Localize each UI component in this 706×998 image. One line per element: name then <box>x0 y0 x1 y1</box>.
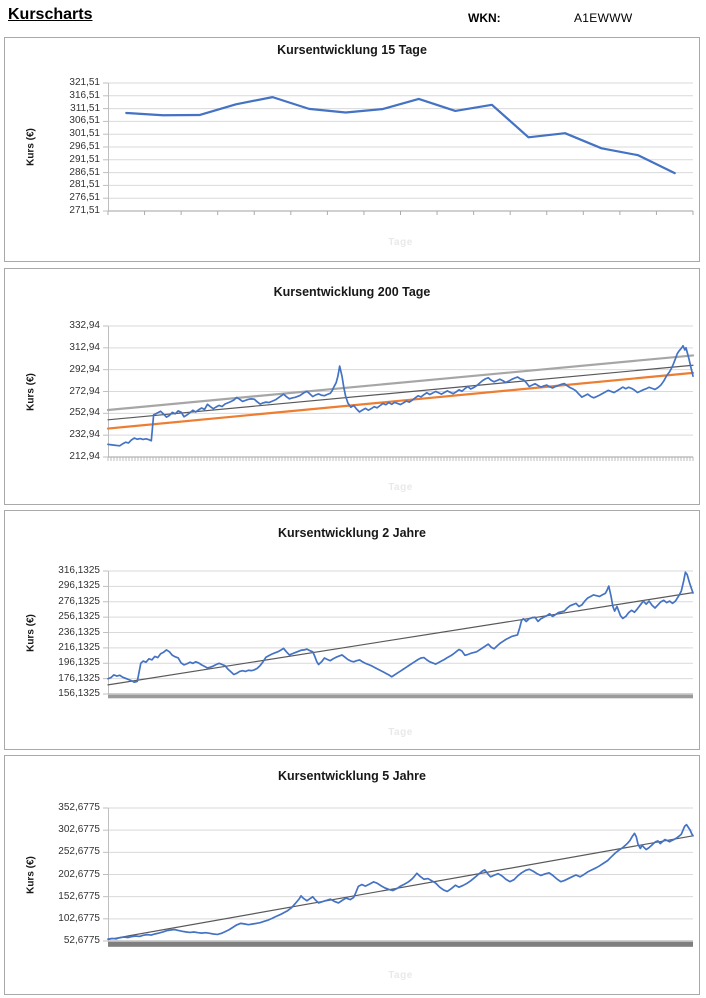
wkn-value: A1EWWW <box>574 11 633 25</box>
x-axis-title: Tage <box>388 970 413 981</box>
y-axis-title: Kurs (€) <box>25 855 37 894</box>
y-tick-label: 301,51 <box>69 128 100 140</box>
chart-title: Kursentwicklung 2 Jahre <box>278 526 426 540</box>
y-tick-label: 271,51 <box>69 205 100 216</box>
y-tick-label: 52,6775 <box>63 935 100 946</box>
y-tick-label: 296,51 <box>69 141 100 152</box>
y-tick-label: 252,94 <box>69 407 100 419</box>
kurs-line <box>108 346 693 446</box>
wkn-label: WKN: <box>468 11 501 25</box>
x-axis-title: Tage <box>388 727 413 738</box>
y-tick-label: 291,51 <box>69 153 100 165</box>
y-tick-label: 316,1325 <box>58 565 100 576</box>
x-axis-band <box>108 942 693 947</box>
y-tick-label: 276,51 <box>69 192 100 204</box>
y-tick-label: 202,6775 <box>58 868 100 880</box>
plot-area <box>108 326 693 457</box>
chart-box-2-jahre <box>4 510 700 750</box>
y-tick-label: 196,1325 <box>58 657 100 669</box>
y-tick-label: 312,94 <box>69 341 100 353</box>
y-tick-label: 152,6775 <box>58 890 100 902</box>
y-tick-label: 102,6775 <box>58 912 100 924</box>
plot-area <box>108 808 693 941</box>
y-tick-label: 292,94 <box>69 363 100 375</box>
y-tick-label: 256,1325 <box>58 611 100 623</box>
y-tick-label: 332,94 <box>69 320 100 331</box>
chart-box-5-jahre <box>4 755 700 995</box>
chart-box-15-tage <box>4 37 700 262</box>
y-tick-label: 311,51 <box>70 102 100 114</box>
y-tick-label: 281,51 <box>69 179 100 191</box>
y-tick-label: 296,1325 <box>58 580 100 592</box>
y-tick-label: 316,51 <box>69 89 100 101</box>
y-tick-label: 352,6775 <box>58 802 100 813</box>
kurs-line <box>108 825 693 939</box>
y-axis-title: Kurs (€) <box>25 372 37 411</box>
plot-area <box>108 83 693 211</box>
y-tick-label: 276,1325 <box>58 595 100 607</box>
x-axis-title: Tage <box>388 237 413 248</box>
chart-title: Kursentwicklung 15 Tage <box>277 43 427 57</box>
y-tick-label: 216,1325 <box>58 641 100 653</box>
x-axis-band <box>108 695 693 699</box>
y-axis-title: Kurs (€) <box>25 613 37 652</box>
y-tick-label: 272,94 <box>69 385 100 397</box>
chart-box-200-tage <box>4 268 700 505</box>
plot-area <box>108 571 693 694</box>
y-tick-label: 176,1325 <box>58 672 100 684</box>
kurs-line <box>108 572 693 682</box>
y-tick-label: 232,94 <box>69 429 100 441</box>
y-tick-label: 252,6775 <box>58 846 100 858</box>
y-tick-label: 236,1325 <box>58 626 100 638</box>
y-tick-label: 286,51 <box>69 166 100 178</box>
y-tick-label: 212,94 <box>69 451 100 462</box>
chart-title: Kursentwicklung 5 Jahre <box>278 769 426 783</box>
y-axis-title: Kurs (€) <box>25 128 37 166</box>
x-axis-title: Tage <box>388 482 413 493</box>
trend-line-trendlinie <box>108 836 693 940</box>
y-tick-label: 302,6775 <box>58 824 100 836</box>
y-tick-label: 156,1325 <box>58 688 100 699</box>
page-title: Kurscharts <box>8 6 93 23</box>
y-tick-label: 321,51 <box>69 77 100 88</box>
chart-title: Kursentwicklung 200 Tage <box>273 285 431 299</box>
y-tick-label: 306,51 <box>69 115 100 127</box>
